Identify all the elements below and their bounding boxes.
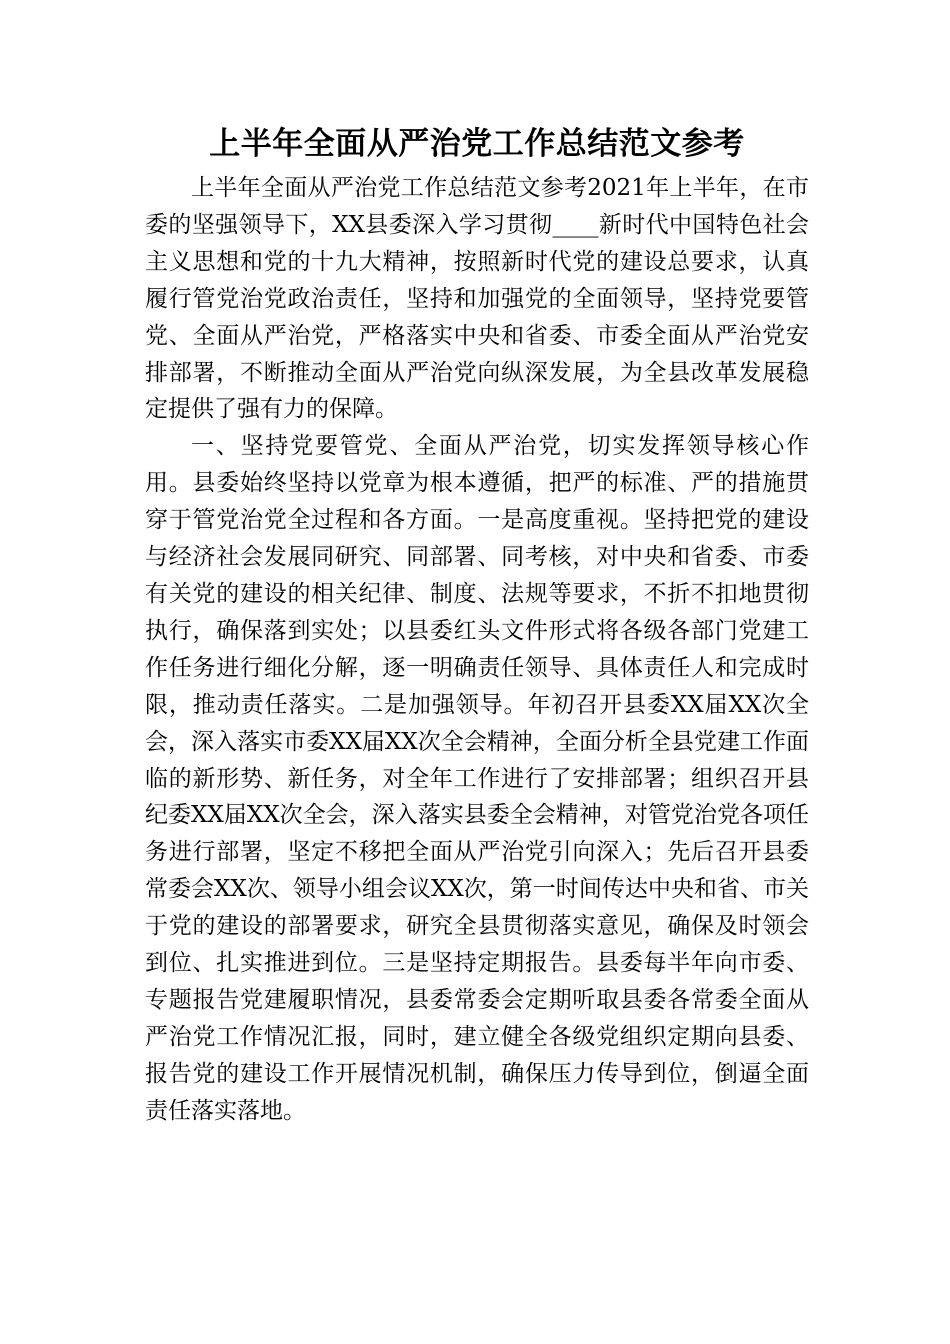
paragraph-section-one: 一、坚持党要管党、全面从严治党，切实发挥领导核心作用。县委始终坚持以党章为根本遵循，把严的标准、严的措施贯穿于管党治党全过程和各方面。一是高度重视。坚持把党的建设与经济社会发展同研究、同部署、同考核，对中央和省委、市委有关党的建设的相关纪律、制度、法规等要求，不折不扣地贯彻执行，确保落到实处；以县委红头文件形式将各级各部门党建工作任务进行细化分解，逐一明确责任领导、具体责任人和完成时限，推动责任落实。二是加强领导。年初召开县委XX届XX次全会，深入落实市委XX届XX次全会精神，全面分析全县党建工作面临的新形势、新任务，对全年工作进行了安排部署；组织召开县纪委XX届XX次全会，深入落实县委全会精神，对管党治党各项任务进行部署，坚定不移把全面从严治党引向深入；先后召开县委常委会XX次、领导小组会议XX次，第一时间传达中央和省、市关于党的建设的部署要求，研究全县贯彻落实意见，确保及时领会到位、扎实推进到位。三是坚持定期报告。县委每半年向市委、专题报告党建履职情况，县委常委会定期听取县委各常委全面从严治党工作情况汇报，同时，建立健全各级党组织定期向县委、报告党的建设工作开展情况机制，确保压力传导到位，倒逼全面责任落实落地。 [145, 433, 809, 1124]
paragraph-intro: 上半年全面从严治党工作总结范文参考2021年上半年，在市委的坚强领导下，XX县委深入学习贯彻____新时代中国特色社会主义思想和党的十九大精神，按照新时代党的建设总要求，认真履行管党治党政治责任，坚持和加强党的全面领导，坚持党要管党、全面从严治党，严格落实中央和省委、市委全面从严治党安排部署，不断推动全面从严治党向纵深发展，为全县改革发展稳定提供了强有力的保障。 [145, 175, 809, 423]
document-title: 上半年全面从严治党工作总结范文参考 [209, 126, 745, 162]
document-page [145, 118, 809, 1130]
